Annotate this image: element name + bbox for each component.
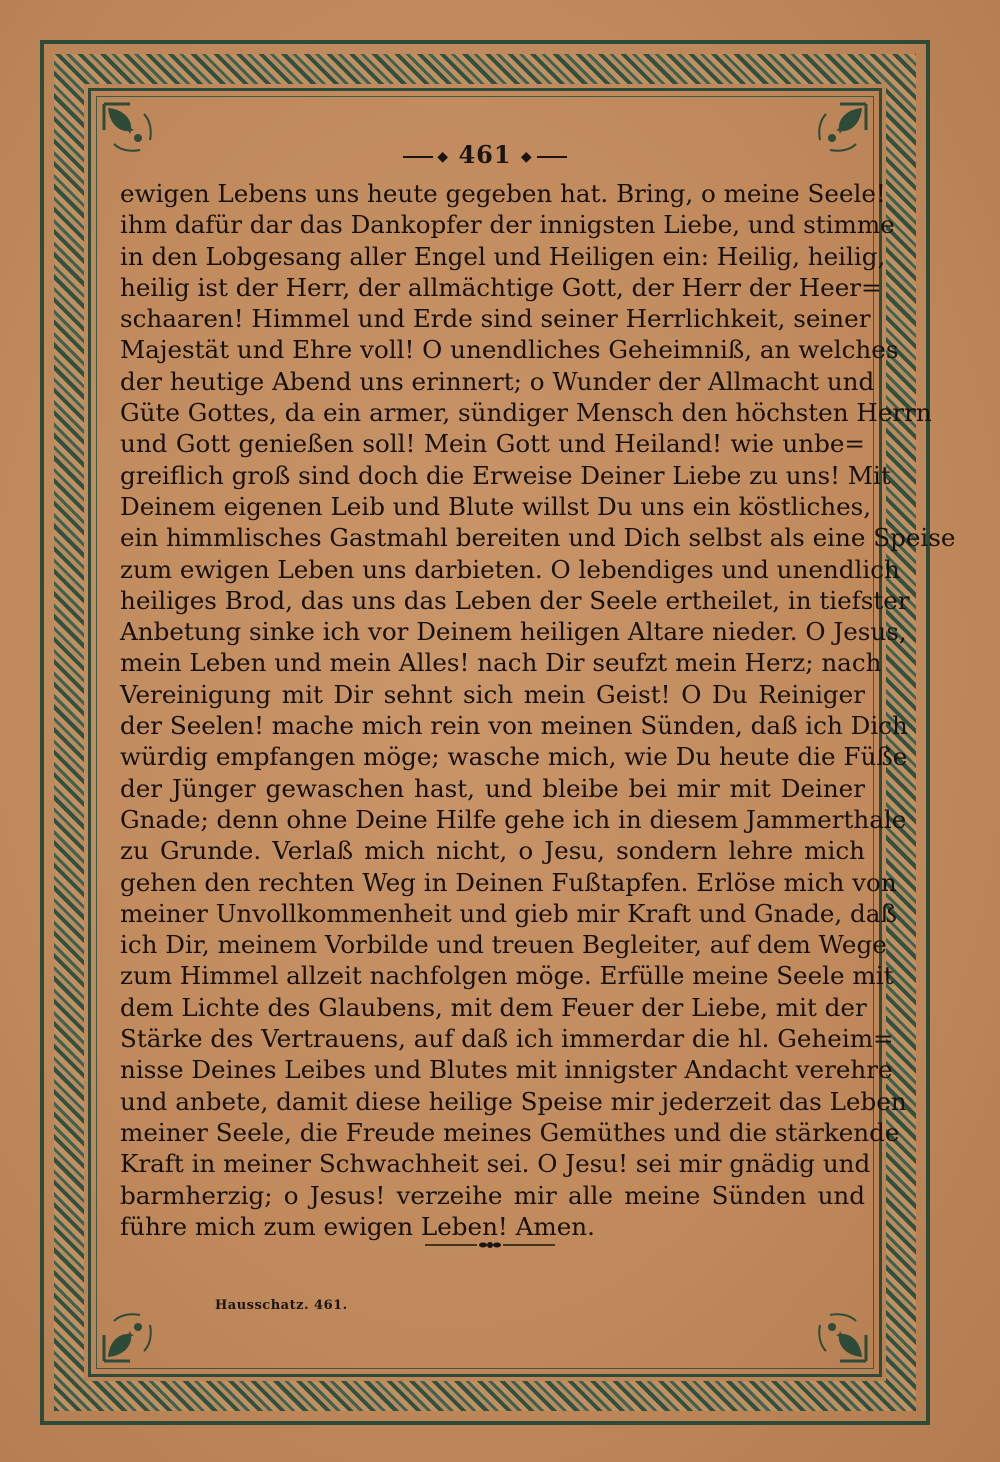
text-line: der Seelen! mache mich rein von meinen Sünden, daß ich Dich: [120, 711, 908, 741]
text-line: Güte Gottes, da ein armer, sündiger Mensch den höchsten Herrn: [120, 398, 932, 428]
corner-ornament-icon: [810, 1305, 870, 1365]
text-line: Vereinigung mit Dir sehnt sich mein Geist! O Du Reiniger: [120, 679, 865, 709]
text-line: greiflich groß sind doch die Erweise Deiner Liebe zu uns! Mit: [120, 460, 891, 490]
footer-signature: Hausschatz. 461.: [215, 1298, 348, 1313]
text-line: Gnade; denn ohne Deine Hilfe gehe ich in diesem Jammerthale: [120, 804, 907, 834]
text-line: ihm dafür dar das Dankopfer der innigsten Liebe, und stimme: [120, 210, 895, 240]
text-line: Stärke des Vertrauens, auf daß ich immerdar die hl. Geheim=: [120, 1024, 894, 1054]
text-line: nisse Deines Leibes und Blutes mit innigster Andacht verehre: [120, 1055, 893, 1085]
text-line: ich Dir, meinem Vorbilde und treuen Begleiter, auf dem Wege: [120, 930, 887, 960]
text-line: dem Lichte des Glaubens, mit dem Feuer der Liebe, mit der: [120, 992, 867, 1022]
text-line: Majestät und Ehre voll! O unendliches Geheimniß, an welches: [120, 335, 899, 365]
page-number: 461: [458, 140, 512, 169]
text-line: mein Leben und mein Alles! nach Dir seufzt mein Herz; nach: [120, 648, 882, 678]
text-line: führe mich zum ewigen Leben! Amen.: [120, 1211, 595, 1241]
text-line: der Jünger gewaschen hast, und bleibe bei mir mit Deiner: [120, 773, 865, 803]
text-line: der heutige Abend uns erinnert; o Wunder der Allmacht und: [120, 366, 875, 396]
closing-divider-ornament-icon: [425, 1240, 555, 1250]
header-ornament-right-icon: ◆: [520, 148, 533, 165]
text-line: und anbete, damit diese heilige Speise mir jederzeit das Leben: [120, 1086, 907, 1116]
text-line: Kraft in meiner Schwachheit sei. O Jesu! sei mir gnädig und: [120, 1149, 871, 1179]
text-line: zu Grunde. Verlaß mich nicht, o Jesu, sondern lehre mich: [120, 836, 865, 866]
text-line: meiner Seele, die Freude meines Gemüthes und die stärkende: [120, 1117, 900, 1147]
text-line: Deinem eigenen Leib und Blute willst Du uns ein köstliches,: [120, 491, 872, 521]
header-rule-left: [403, 156, 433, 158]
text-line: in den Lobgesang aller Engel und Heiligen ein: Heilig, heilig,: [120, 241, 886, 271]
text-line: zum ewigen Leben uns darbieten. O lebendiges und unendlich: [120, 554, 900, 584]
text-line: und Gott genießen soll! Mein Gott und Heiland! wie unbe=: [120, 429, 865, 459]
page-header: [100, 140, 870, 169]
header-ornament-left-icon: ◆: [437, 148, 450, 165]
text-line: schaaren! Himmel und Erde sind seiner Herrlichkeit, seiner: [120, 304, 871, 334]
text-line: heilig ist der Herr, der allmächtige Gott, der Herr der Heer=: [120, 272, 882, 302]
text-line: würdig empfangen möge; wasche mich, wie Du heute die Füße: [120, 742, 908, 772]
text-line: Anbetung sinke ich vor Deinem heiligen Altare nieder. O Jesus,: [120, 617, 907, 647]
text-line: meiner Unvollkommenheit und gieb mir Kraft und Gnade, daß: [120, 898, 897, 928]
text-line: ewigen Lebens uns heute gegeben hat. Bring, o meine Seele!: [120, 179, 886, 208]
text-line: zum Himmel allzeit nachfolgen möge. Erfülle meine Seele mit: [120, 961, 894, 991]
body-text: [120, 178, 956, 1242]
text-line: barmherzig; o Jesus! verzeihe mir alle meine Sünden und: [120, 1180, 865, 1210]
text-line: heiliges Brod, das uns das Leben der Seele ertheilet, in tiefster: [120, 585, 910, 615]
text-line: gehen den rechten Weg in Deinen Fußtapfen. Erlöse mich von: [120, 867, 897, 897]
header-rule-right: [537, 156, 567, 158]
text-line: ein himmlisches Gastmahl bereiten und Dich selbst als eine Speise: [120, 523, 956, 553]
corner-ornament-icon: [100, 1305, 160, 1365]
